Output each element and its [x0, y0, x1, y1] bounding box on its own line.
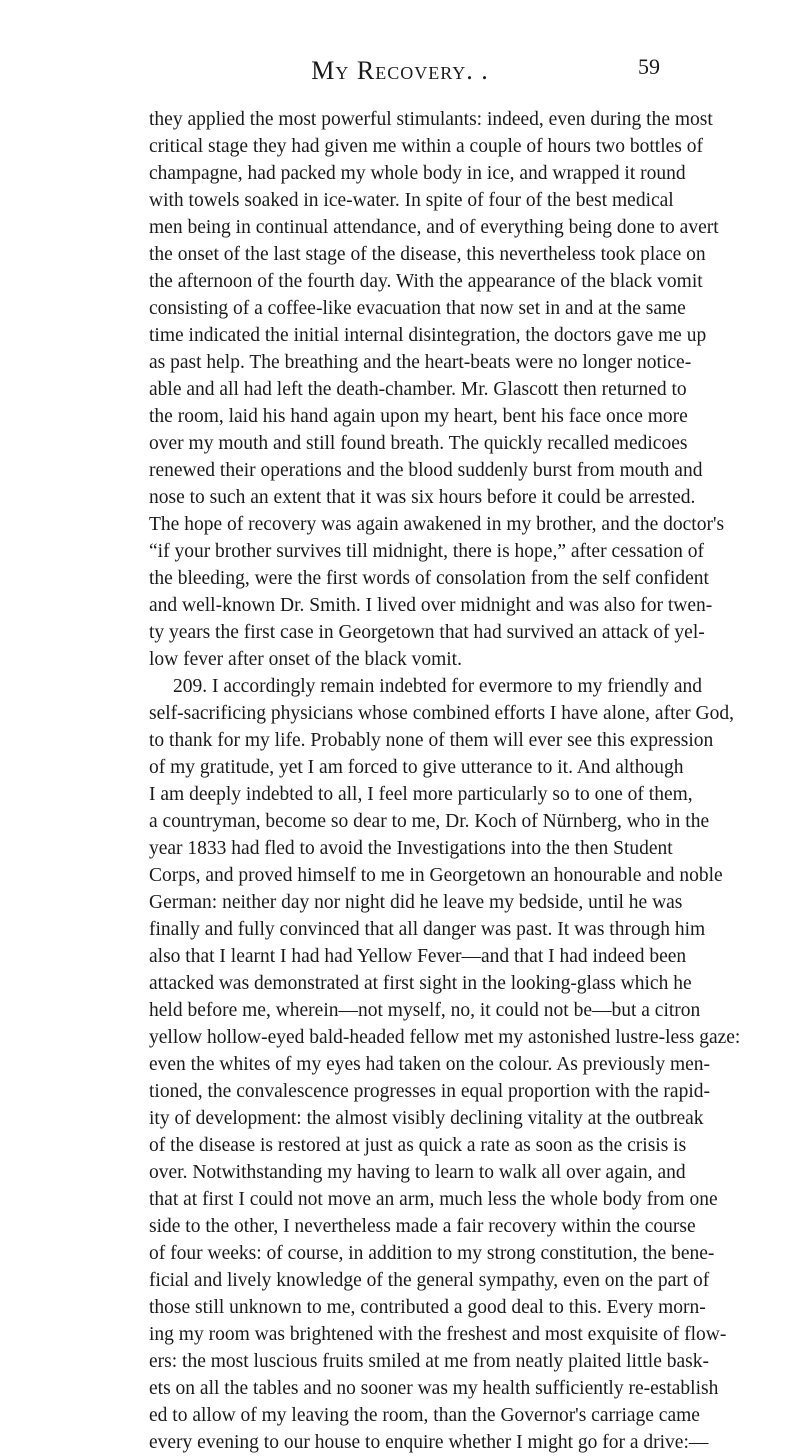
text-line: the onset of the last stage of the disease, this nevertheless took place on: [149, 244, 706, 265]
page-number: 59: [638, 54, 660, 79]
text-line: German: neither day nor night did he leave my bedside, until he was: [149, 892, 683, 913]
text-line: of four weeks: of course, in addition to my strong constitution, the bene-: [149, 1243, 715, 1264]
text-line: the afternoon of the fourth day. With the appearance of the black vomit: [149, 271, 703, 292]
text-line: champagne, had packed my whole body in ice, and wrapped it round: [149, 163, 686, 184]
text-line: over. Notwithstanding my having to learn to walk all over again, and: [149, 1162, 686, 1183]
text-line: able and all had left the death-chamber. Mr. Glascott then returned to: [149, 379, 687, 400]
text-line: attacked was demonstrated at first sight in the looking-glass which he: [149, 973, 692, 994]
text-line: ets on all the tables and no sooner was my health sufficiently re-establish: [149, 1378, 719, 1399]
text-line: the room, laid his hand again upon my heart, bent his face once more: [149, 406, 688, 427]
text-line: with towels soaked in ice-water. In spite of four of the best medical: [149, 190, 674, 211]
text-line: every evening to our house to enquire whether I might go for a drive:—: [149, 1432, 709, 1453]
text-line: even the whites of my eyes had taken on the colour. As previously men-: [149, 1054, 711, 1075]
text-line: consisting of a coffee-like evacuation that now set in and at the same: [149, 298, 686, 319]
text-line: those still unknown to me, contributed a good deal to this. Every morn-: [149, 1297, 706, 1318]
text-line: of my gratitude, yet I am forced to give utterance to it. And although: [149, 757, 684, 778]
text-line: side to the other, I nevertheless made a fair recovery within the course: [149, 1216, 696, 1237]
text-line: year 1833 had fled to avoid the Investigations into the then Student: [149, 838, 673, 859]
text-line: as past help. The breathing and the heart-beats were no longer notice-: [149, 352, 692, 373]
text-line: men being in continual attendance, and of everything being done to avert: [149, 217, 719, 238]
running-header: [0, 48, 800, 88]
text-line: nose to such an extent that it was six hours before it could be arrested.: [149, 487, 696, 508]
text-line: also that I learnt I had had Yellow Fever—and that I had indeed been: [149, 946, 687, 967]
text-line: ed to allow of my leaving the room, than the Governor's carriage came: [149, 1405, 700, 1426]
text-line: held before me, wherein—not myself, no, it could not be—but a citron: [149, 1000, 701, 1021]
text-line: ty years the first case in Georgetown that had survived an attack of yel-: [149, 622, 705, 643]
text-line: over my mouth and still found breath. The quickly recalled medicoes: [149, 433, 688, 454]
text-line: finally and fully convinced that all danger was past. It was through him: [149, 919, 706, 940]
text-line: to thank for my life. Probably none of them will ever see this expression: [149, 730, 714, 751]
text-line: they applied the most powerful stimulants: indeed, even during the most: [149, 109, 713, 130]
text-line: ity of development: the almost visibly declining vitality at the outbreak: [149, 1108, 704, 1129]
text-line: ers: the most luscious fruits smiled at me from neatly plaited little bask-: [149, 1351, 709, 1372]
text-line: critical stage they had given me within a couple of hours two bottles of: [149, 136, 703, 157]
text-line: Corps, and proved himself to me in Georgetown an honourable and noble: [149, 865, 723, 886]
text-line: 209. I accordingly remain indebted for evermore to my friendly and: [173, 676, 703, 697]
text-line: time indicated the initial internal disintegration, the doctors gave me up: [149, 325, 707, 346]
text-line: self-sacrificing physicians whose combined efforts I have alone, after God,: [149, 703, 734, 724]
text-line: ficial and lively knowledge of the general sympathy, even on the part of: [149, 1270, 710, 1291]
text-line: I am deeply indebted to all, I feel more particularly so to one of them,: [149, 784, 693, 805]
text-line: tioned, the convalescence progresses in equal proportion with the rapid-: [149, 1081, 710, 1102]
text-line: that at first I could not move an arm, much less the whole body from one: [149, 1189, 718, 1210]
text-line: ing my room was brightened with the freshest and most exquisite of flow-: [149, 1324, 727, 1345]
text-line: yellow hollow-eyed bald-headed fellow met my astonished lustre-less gaze:: [149, 1027, 741, 1048]
text-line: a countryman, become so dear to me, Dr. Koch of Nürnberg, who in the: [149, 811, 710, 832]
text-line: renewed their operations and the blood suddenly burst from mouth and: [149, 460, 703, 481]
text-line: the bleeding, were the first words of consolation from the self confident: [149, 568, 709, 589]
text-line: “if your brother survives till midnight, there is hope,” after cessation of: [149, 541, 705, 562]
text-line: low fever after onset of the black vomit.: [149, 649, 462, 670]
running-title: My Recovery. .: [311, 56, 489, 85]
text-line: and well-known Dr. Smith. I lived over midnight and was also for twen-: [149, 595, 713, 616]
text-line: of the disease is restored at just as quick a rate as soon as the crisis is: [149, 1135, 687, 1156]
text-line: The hope of recovery was again awakened in my brother, and the doctor's: [149, 514, 725, 535]
